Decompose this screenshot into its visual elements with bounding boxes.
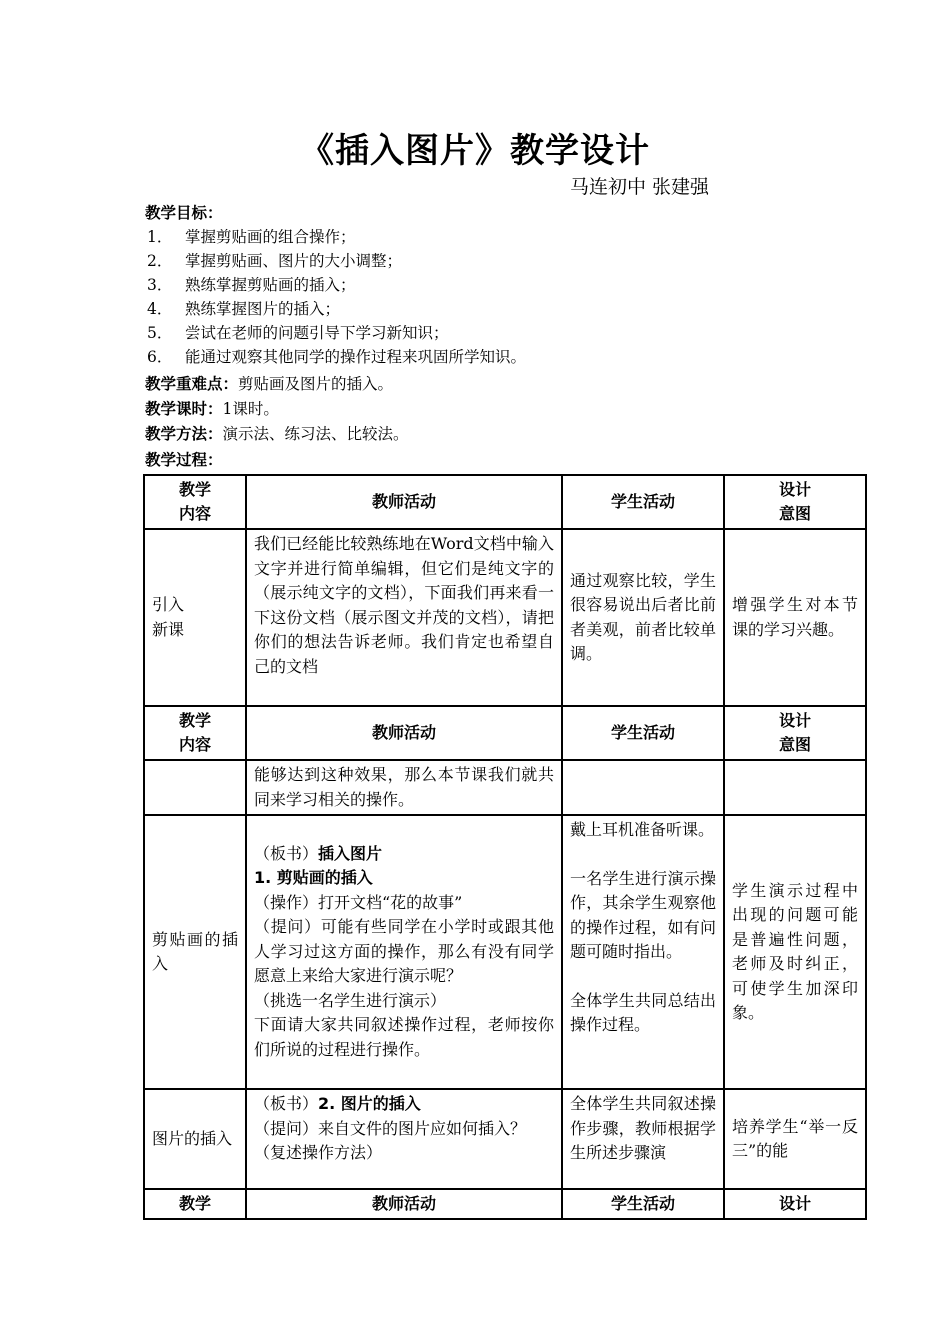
picture-board-title: 2. 图片的插入 [318, 1094, 421, 1113]
table-row [144, 1089, 866, 1189]
objective-number: 2． [147, 252, 173, 270]
objective-number: 3． [147, 276, 173, 294]
header-intent: 设计 意图 [724, 475, 866, 529]
table-row [144, 760, 866, 815]
objective-item [145, 225, 356, 249]
methods-line [145, 422, 409, 446]
clipart-board-line [254, 842, 554, 867]
row-clipart-intent: 学生演示过程中出现的问题可能是普遍性问题，老师及时纠正，可使学生加深印象。 [724, 815, 866, 1089]
header-content: 教学 [144, 1189, 246, 1219]
row-intro-teacher: 我们已经能比较熟练地在Word文档中输入文字并进行简单编辑，但它们是纯文字的（展示纯文字的文档），下面我们再来看一下这份文档（展示图文并茂的文档），请把你们的想法告诉老师。我们肯定也希望自己的文档 [246, 529, 562, 706]
objective-number: 4． [147, 300, 173, 318]
objectives-heading [145, 201, 223, 225]
objective-number: 1． [147, 228, 173, 246]
key-points-line [145, 372, 393, 396]
process-heading [145, 448, 223, 472]
row-intro-student: 通过观察比较，学生很容易说出后者比前者美观，前者比较单调。 [562, 529, 724, 706]
clipart-student-step-3: 全体学生共同总结出操作过程。 [570, 990, 716, 1034]
key-points-label: 教学重难点： [145, 375, 239, 393]
objective-item [145, 249, 402, 273]
document-title: 《插入图片》教学设计 [300, 131, 650, 171]
row-intro-content: 引入 新课 [144, 529, 246, 706]
clipart-teacher-text: （操作）打开文档“花的故事” （提问）可能有些同学在小学时或跟其他人学习过这方面的操作，那么有没有同学愿意上来给大家进行演示呢？ （挑选一名学生进行演示） 下面请大家共同叙述操作过程，老师按你们所说的过程进行操作。 [254, 892, 554, 1059]
process-table [143, 474, 867, 1220]
row-cont-teacher: 能够达到这种效果，那么本节课我们就共同来学习相关的操作。 [246, 760, 562, 815]
row-picture-teacher [246, 1089, 562, 1189]
objective-text: 掌握剪贴画的组合操作； [185, 228, 356, 246]
row-clipart-teacher [246, 815, 562, 1089]
header-teacher: 教师活动 [246, 1189, 562, 1219]
methods-text: 演示法、练习法、比较法。 [222, 425, 409, 443]
objective-text: 熟练掌握剪贴画的插入； [185, 276, 356, 294]
methods-label: 教学方法： [145, 425, 223, 443]
hours-line [145, 397, 279, 421]
objective-text: 熟练掌握图片的插入； [185, 300, 341, 318]
key-points-text: 剪贴画及图片的插入。 [238, 375, 394, 393]
clipart-student-step-2: 一名学生进行演示操作，其余学生观察他的操作过程，如有问题可随时指出。 [570, 868, 716, 961]
objective-number: 5． [147, 324, 173, 342]
clipart-board-title: 插入图片 [318, 843, 383, 863]
header-teacher: 教师活动 [246, 475, 562, 529]
picture-board-prefix: （板书） [254, 1094, 319, 1113]
table-header-row [144, 475, 866, 529]
header-content: 教学 内容 [144, 475, 246, 529]
objectives-label: 教学目标： [145, 204, 223, 222]
table-row [144, 815, 866, 1089]
row-picture-intent: 培养学生“举一反三”的能 [724, 1089, 866, 1189]
row-cont-student [562, 760, 724, 815]
table-header-row [144, 706, 866, 760]
author-line: 马连初中 张建强 [570, 176, 710, 198]
objective-item [145, 345, 526, 369]
row-cont-intent [724, 760, 866, 815]
objective-text: 尝试在老师的问题引导下学习新知识； [185, 324, 449, 342]
row-picture-content: 图片的插入 [144, 1089, 246, 1189]
objective-item [145, 273, 356, 297]
clipart-subheading: 1. 剪贴画的插入 [254, 868, 373, 888]
header-intent: 设计 意图 [724, 706, 866, 760]
process-label: 教学过程： [145, 451, 223, 469]
header-student: 学生活动 [562, 1189, 724, 1219]
objective-number: 6． [147, 348, 173, 366]
row-clipart-student [562, 815, 724, 1089]
picture-teacher-text: （提问）来自文件的图片应如何插入？ （复述操作方法） [254, 1118, 527, 1162]
table-header-row [144, 1189, 866, 1219]
objective-text: 能通过观察其他同学的操作过程来巩固所学知识。 [185, 348, 527, 366]
table-row [144, 529, 866, 706]
row-picture-student: 全体学生共同叙述操作步骤，教师根据学生所述步骤演 [562, 1089, 724, 1189]
header-intent: 设计 [724, 1189, 866, 1219]
hours-label: 教学课时： [145, 400, 223, 418]
header-student: 学生活动 [562, 475, 724, 529]
objective-item [145, 321, 449, 345]
header-teacher: 教师活动 [246, 706, 562, 760]
row-clipart-content: 剪贴画的插入 [144, 815, 246, 1089]
header-student: 学生活动 [562, 706, 724, 760]
row-cont-content [144, 760, 246, 815]
row-intro-intent: 增强学生对本节课的学习兴趣。 [724, 529, 866, 706]
hours-text: 1课时。 [222, 400, 279, 418]
clipart-board-prefix: （板书） [254, 843, 319, 863]
clipart-student-step-1: 戴上耳机准备听课。 [570, 820, 715, 839]
objective-text: 掌握剪贴画、图片的大小调整； [185, 252, 403, 270]
picture-board-line [254, 1092, 554, 1117]
header-content: 教学 内容 [144, 706, 246, 760]
objective-item [145, 297, 340, 321]
